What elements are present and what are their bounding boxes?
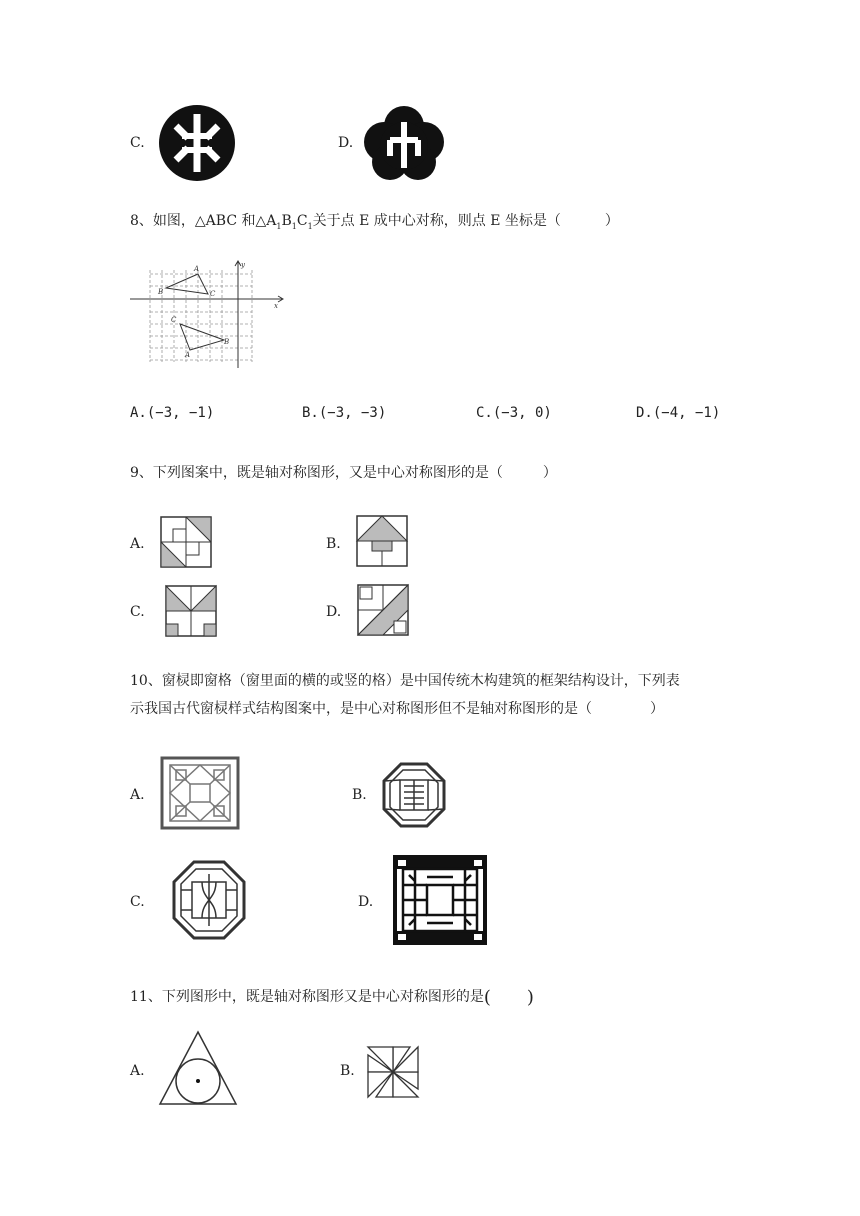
label-b: B: [158, 288, 164, 296]
q9-pattern-a-icon: [160, 516, 212, 568]
label-b1: B: [224, 338, 230, 346]
q10-option-d-label: D.: [358, 894, 374, 910]
q10-window-b-icon: [382, 762, 446, 828]
q9-pattern-c-icon: [165, 585, 217, 637]
option-d-label: D.: [338, 135, 354, 151]
q9-pattern-d-icon: [357, 584, 409, 636]
q11-pinwheel-icon: [366, 1045, 420, 1099]
q10-stem-line2: 示我国古代窗棂样式结构图案中，是中心对称图形但不是轴对称图形的是（ ）: [130, 701, 664, 717]
q8-option-a: A.(−3, −1): [130, 405, 215, 421]
q11-triangle-circle-icon: [158, 1030, 238, 1106]
q10-option-c-label: C.: [130, 894, 145, 910]
label-a: A: [194, 265, 200, 273]
q8-stem: 8、如图，△ABC 和$\triangle A_1B_1C_1$关于点 E 成中心对称，则点 E 坐标是（ ）: [130, 213, 619, 231]
q8-option-b: B.(−3, −3): [302, 405, 387, 421]
q11-option-a-label: A.: [130, 1063, 145, 1079]
axis-y-label: y: [241, 261, 245, 269]
q10-window-d-icon: [393, 855, 487, 945]
label-c: C: [210, 290, 216, 298]
q10-stem-line1: 10、窗棂即窗格（窗里面的横的或竖的格）是中国传统木构建筑的框架结构设计，下列表: [130, 673, 680, 689]
q10-window-a-icon: [160, 756, 240, 830]
q10-window-c-icon: [172, 860, 246, 940]
option-c-label: C.: [130, 135, 145, 151]
q10-option-a-label: A.: [130, 787, 145, 803]
q9-option-b-label: B.: [326, 536, 341, 552]
q10-option-b-label: B.: [352, 787, 367, 803]
q8-option-c: C.(−3, 0): [476, 405, 552, 421]
axis-x-label: x: [274, 302, 278, 310]
label-c1: C: [171, 316, 177, 324]
q9-pattern-b-icon: [356, 515, 408, 567]
label-a1: A: [185, 351, 191, 359]
q9-option-a-label: A.: [130, 536, 145, 552]
q8-coordinate-figure: [128, 258, 288, 370]
q11-option-b-label: B.: [340, 1063, 355, 1079]
q9-option-d-label: D.: [326, 604, 342, 620]
metro-logo-c-icon: [158, 104, 236, 182]
q11-stem: 11、下列图形中，既是轴对称图形又是中心对称图形的是( ): [130, 987, 534, 1008]
q9-stem: 9、下列图案中，既是轴对称图形，又是中心对称图形的是（ ）: [130, 465, 557, 481]
q9-option-c-label: C.: [130, 604, 145, 620]
q8-option-d: D.(−4, −1): [636, 405, 721, 421]
metro-logo-d-icon: [364, 104, 444, 182]
